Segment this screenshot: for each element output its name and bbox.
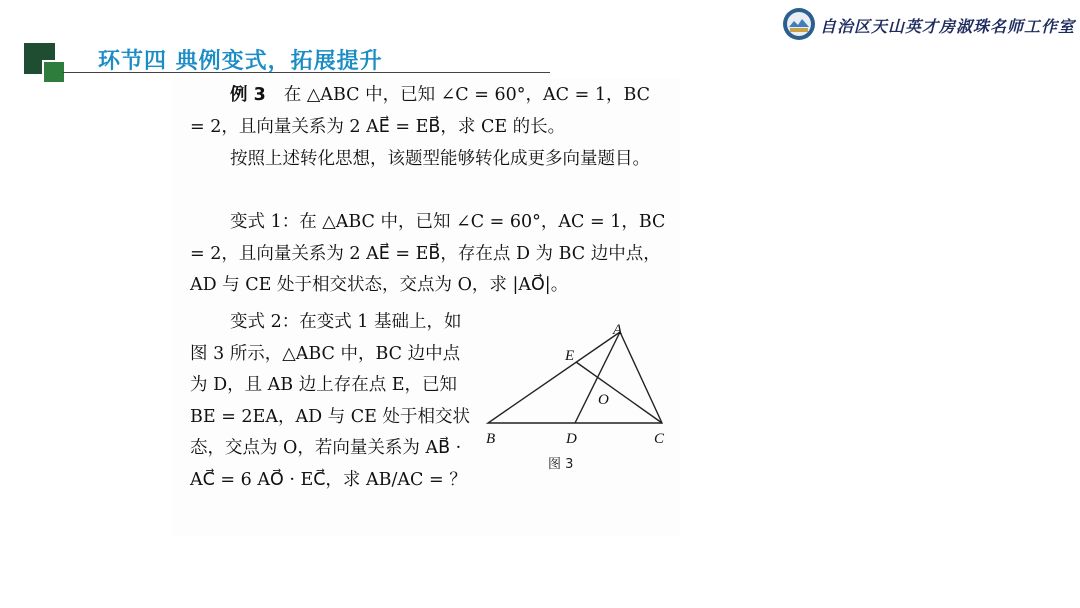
example-text: 在 △ABC 中，已知 ∠C = 60°，AC = 1，BC = 2，且向量关系为 2 AE⃗ = EB⃗，求 CE 的长。 [190,85,651,137]
variant2-paragraph [190,307,472,496]
point-d-label: D [566,431,577,447]
title-underline [62,72,550,73]
studio-name: 自治区天山英才房淑珠名师工作室 [820,17,1076,36]
point-b-label: B [486,431,496,447]
segment-ce [576,362,662,423]
point-a-label: A [613,322,623,338]
triangle-abc-outline [488,332,662,423]
page-title: 环节四 典例变式，拓展提升 [98,49,383,74]
textbook-excerpt [172,78,680,536]
variant2-text: 变式 2：在变式 1 基础上，如图 3 所示，△ABC 中，BC 边中点为 D，且 AB 边上存在点 E，已知 BE = 2EA，AD 与 CE 处于相交状态，交点为 O，若向量关系为 AB⃗ · AC⃗ = 6 AO⃗ · EC⃗，求 AB/AC = ？ [190,312,470,490]
variant1-text: 变式 1：在 △ABC 中，已知 ∠C = 60°，AC = 1，BC = 2，且向量关系为 2 AE⃗ = EB⃗，存在点 D 为 BC 边中点，AD 与 CE 处于相交状态，交点为 O，求 |AO⃗|。 [190,212,666,295]
studio-seal-logo-icon [782,7,816,41]
triangle-figure [482,320,672,470]
variant1-paragraph [190,207,670,302]
point-c-label: C [654,431,665,447]
transition-text: 按照上述转化思想，该题型能够转化成更多向量题目。 [230,149,650,169]
point-e-label: E [565,348,575,364]
transition-paragraph [190,144,670,176]
example-paragraph [190,80,670,143]
point-o-label: O [598,392,609,408]
figure-caption: 图 3 [548,457,574,470]
example-label: 例 3 [230,85,266,105]
